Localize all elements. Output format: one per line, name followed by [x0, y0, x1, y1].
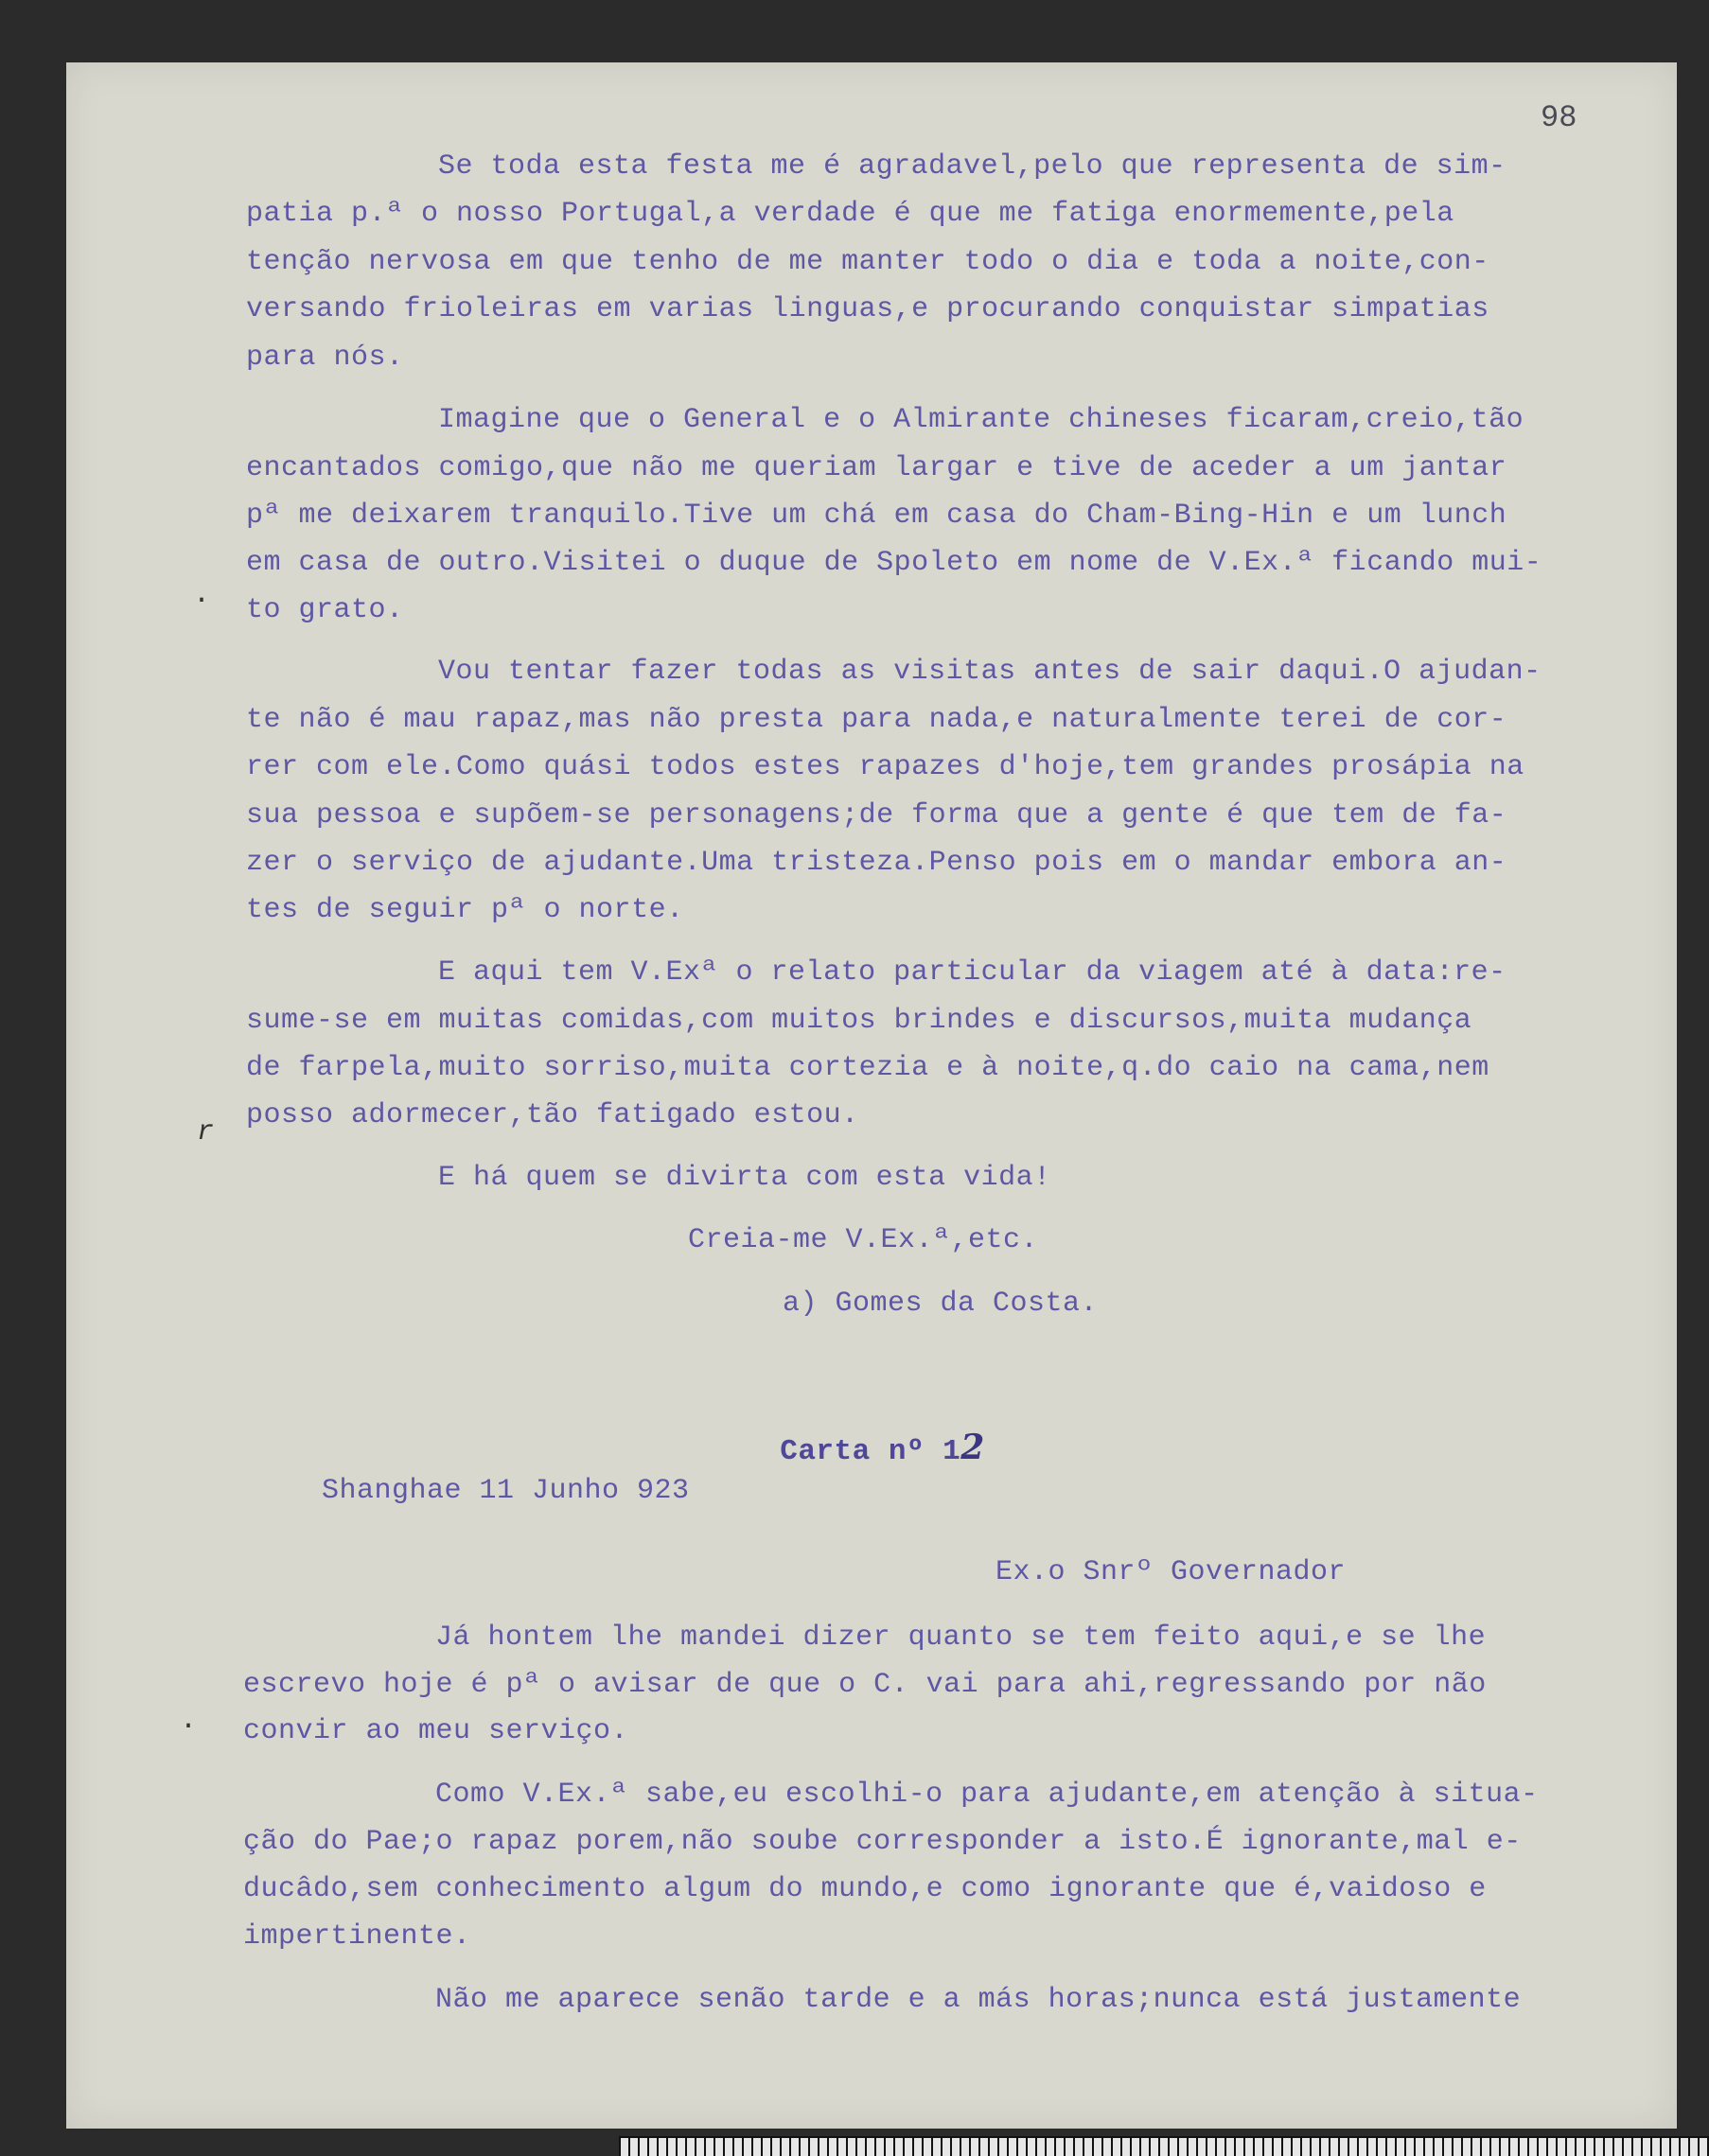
- margin-mark: r: [197, 1116, 215, 1148]
- page-number: 98: [1541, 100, 1577, 135]
- text-line: convir ao meu serviço.: [243, 1715, 629, 1747]
- text-line: para nós.: [246, 342, 404, 374]
- letter-heading: [744, 1396, 985, 1469]
- text-line: Vou tentar fazer todas as visitas antes de sair daqui.O ajudan-: [438, 656, 1542, 688]
- text-line: pª me deixarem tranquilo.Tive um chá em casa do Cham-Bing-Hin e um lunch: [246, 500, 1507, 532]
- text-line: sume-se em muitas comidas,com muitos brindes e discursos,muita mudança: [246, 1005, 1472, 1037]
- text-line: E aqui tem V.Exª o relato particular da viagem até à data:re-: [438, 956, 1506, 989]
- text-line: to grato.: [246, 594, 404, 626]
- text-line: posso adormecer,tão fatigado estou.: [246, 1099, 859, 1131]
- handwritten-number: 2: [960, 1428, 985, 1467]
- closing-line: Creia-me V.Ex.ª,etc.: [688, 1224, 1039, 1256]
- text-line: Imagine que o General e o Almirante chineses ficaram,creio,tão: [438, 404, 1524, 436]
- text-line: te não é mau rapaz,mas não presta para nada,e naturalmente terei de cor-: [246, 704, 1507, 736]
- text-line: Não me aparece senão tarde e a más horas;nunca está justamente: [435, 1984, 1522, 2016]
- text-line: encantados comigo,que não me queriam largar e tive de aceder a um jantar: [246, 452, 1507, 484]
- text-line: tes de seguir pª o norte.: [246, 894, 684, 926]
- text-line: em casa de outro.Visitei o duque de Spoleto em nome de V.Ex.ª ficando mui-: [246, 547, 1542, 579]
- text-line: E há quem se divirta com esta vida!: [438, 1162, 1051, 1194]
- text-line: Já hontem lhe mandei dizer quanto se tem feito aqui,e se lhe: [435, 1621, 1487, 1654]
- text-line: ção do Pae;o rapaz porem,não soube corresponder a isto.É ignorante,mal e-: [243, 1826, 1522, 1858]
- text-line: patia p.ª o nosso Portugal,a verdade é que me fatiga enormemente,pela: [246, 198, 1454, 230]
- text-line: ducâdo,sem conhecimento algum do mundo,e como ignorante que é,vaidoso e: [243, 1873, 1487, 1905]
- text-line: impertinente.: [243, 1920, 471, 1953]
- scale-ruler: [619, 2136, 1709, 2156]
- text-line: rer com ele.Como quási todos estes rapazes d'hoje,tem grandes prosápia na: [246, 751, 1524, 783]
- text-line: tenção nervosa em que tenho de me manter todo o dia e toda a noite,con-: [246, 246, 1489, 278]
- text-line: Se toda esta festa me é agradavel,pelo que representa de sim-: [438, 150, 1506, 183]
- text-line: Como V.Ex.ª sabe,eu escolhi-o para ajudante,em atenção à situa-: [435, 1779, 1539, 1811]
- text-line: zer o serviço de ajudante.Uma tristeza.Penso pois em o mandar embora an-: [246, 847, 1507, 879]
- text-line: escrevo hoje é pª o avisar de que o C. vai para ahi,regressando por não: [243, 1669, 1487, 1701]
- letter-heading-text: Carta nº 1: [780, 1435, 961, 1468]
- margin-mark: ·: [193, 585, 211, 617]
- margin-mark: ·: [180, 1710, 198, 1743]
- place-date: Shanghae 11 Junho 923: [322, 1475, 690, 1507]
- text-line: versando frioleiras em varias linguas,e procurando conquistar simpatias: [246, 293, 1489, 325]
- salutation: Ex.o Snrº Governador: [995, 1556, 1347, 1588]
- signature-line: a) Gomes da Costa.: [783, 1288, 1099, 1320]
- text-line: sua pessoa e supõem-se personagens;de forma que a gente é que tem de fa-: [246, 799, 1507, 832]
- text-line: de farpela,muito sorriso,muita cortezia e à noite,q.do caio na cama,nem: [246, 1052, 1489, 1084]
